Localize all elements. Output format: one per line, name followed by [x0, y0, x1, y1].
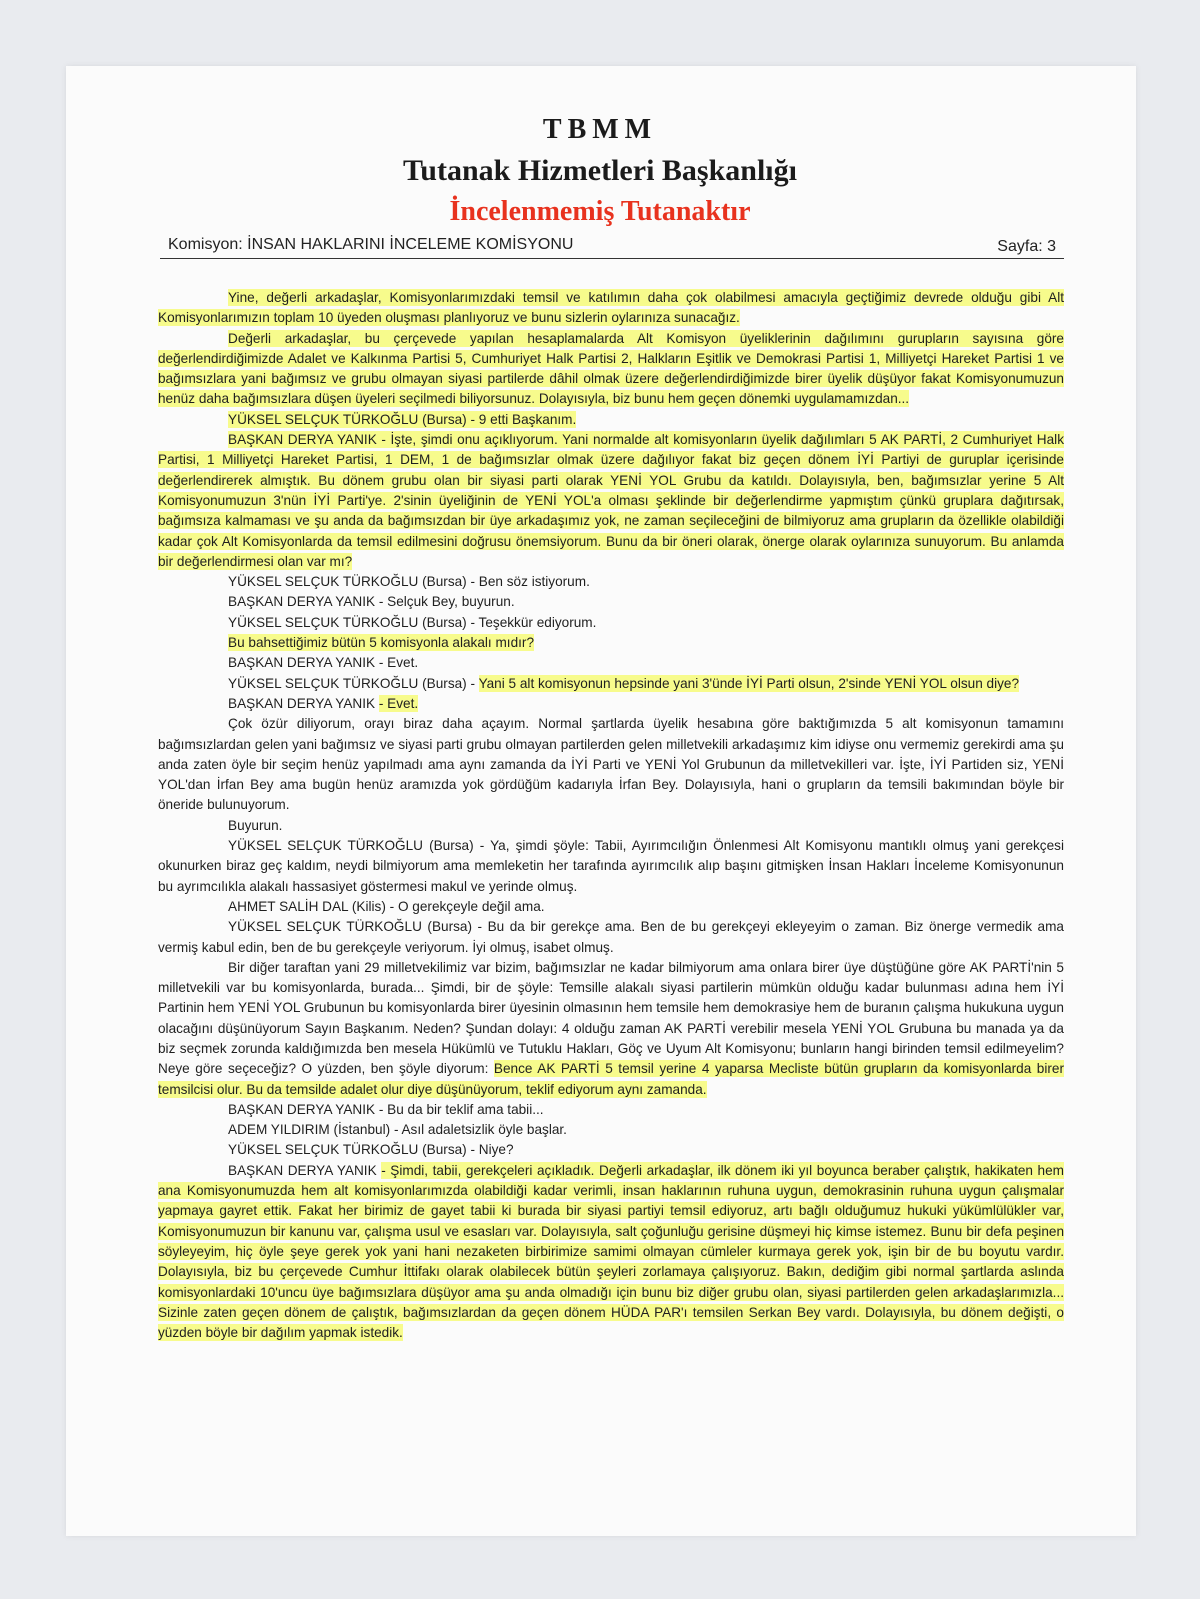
commission-label: Komisyon: İNSAN HAKLARINI İNCELEME KOMİSYONU: [168, 236, 574, 253]
transcript-paragraph: [158, 288, 1064, 329]
highlighted-text: Bu bahsettiğimiz bütün 5 komisyonla alakalı mıdır?: [228, 635, 535, 651]
transcript-paragraph: [158, 1140, 1064, 1160]
transcript-paragraph: [158, 1120, 1064, 1140]
transcript-paragraph: [158, 958, 1064, 1100]
transcript-paragraph: [158, 816, 1064, 836]
paragraph-text: Bir diğer taraftan yani 29 milletvekilimiz var bizim, bağımsızlar ne kadar bilmiyorum ama onlara birer üye düştüğüne göre AK PARTİ'nin 5 milletvekili var bu komisyonlarda, burada... Şimdi, bir de şöyle: Temsille alakalı siyasi partilerin mümkün olduğu kadar bulunması adına hem İYİ Partinin hem YENİ YOL Grubunun bu komisyonlarda birer üyesinin olmasının hem temsile hem demokrasiye hem de buranın çalışma hukukuna uygun olacağını düşünüyorum Sayın Başkanım. Neden? Şundan dolayı: 4 olduğu zaman AK PARTİ verebilir mesela YENİ YOL Grubuna bu manada ya da biz seçmek zorunda kaldığımızda ben mesela Hükümlü ve Tutuklu Hakları, Göç ve Uyum Alt Komisyonu; bunların hangi birinden temsil edilmeyelim? Neye göre seçeceğiz? O yüzden, ben şöyle diyorum:: [158, 959, 1064, 1077]
paragraph-text: Çok özür diliyorum, orayı biraz daha açayım. Normal şartlarda üyelik hesabına göre baktığımızda 5 alt komisyonun tamamını bağımsızlardan gelen yani bağımsız ve siyasi parti grubu olmayan partilerden gelen milletvekili arkadaşımız kim idiyse onu vermemiz gerekirdi ama şu anda zaten öyle bir seçim henüz yapılmadı ama aynı zamanda da İYİ Parti ve YENİ Yol Grubunun da milletvekilleri var. İşte, İYİ Partiden siz, YENİ YOL'dan İrfan Bey ama bugün henüz aramızda yok gördüğüm kadarıyla İrfan Bey. Dolayısıyla, hani o grupların da temsili bakımından böyle bir öneride bulunuyorum.: [158, 716, 1064, 813]
transcript-paragraph: [158, 613, 1064, 633]
transcript-paragraph: [158, 836, 1064, 897]
paragraph-text: AHMET SALİH DAL (Kilis) - O gerekçeyle değil ama.: [228, 898, 545, 914]
paragraph-text: YÜKSEL SELÇUK TÜRKOĞLU (Bursa) - Niye?: [228, 1142, 514, 1158]
paragraph-text: YÜKSEL SELÇUK TÜRKOĞLU (Bursa) - Ya, şimdi şöyle: Tabii, Ayırımcılığın Önlenmesi Alt Komisyonu mantıklı olmuş yani gerekçesi okunurken biraz geç kaldım, neydi bilmiyorum ama memleketin her tarafında ayırımcılık alıp başını gitmişken İnsan Hakları İnceleme Komisyonunun bu ayrımcılıkla alakalı hassasiyet göstermesi makul ve yerinde olmuş.: [158, 838, 1064, 894]
page-number: Sayfa: 3: [997, 238, 1056, 255]
paragraph-text: BAŞKAN DERYA YANIK: [228, 695, 379, 711]
transcript-paragraph: [158, 410, 1064, 430]
transcript-paragraph: [158, 572, 1064, 592]
transcript-paragraph: [158, 430, 1064, 572]
paragraph-text: Buyurun.: [228, 817, 283, 833]
transcript-paragraph: [158, 633, 1064, 653]
transcript-paragraph: [158, 694, 1064, 714]
transcript-paragraph: [158, 674, 1064, 694]
highlighted-text: Yine, değerli arkadaşlar, Komisyonlarımızdaki temsil ve katılımın daha çok olabilmesi amacıyla geçtiğimiz devrede olduğu gibi Alt Komisyonlarımızın toplam 10 üyeden oluşması planlıyoruz ve bunu sizlerin oylarınıza sunacağız.: [158, 290, 1064, 326]
transcript-paragraph: [158, 1161, 1064, 1344]
highlighted-text: Yani 5 alt komisyonun hepsinde yani 3'ünde İYİ Parti olsun, 2'sinde YENİ YOL olsun diye?: [478, 675, 1020, 691]
transcript-paragraph: [158, 653, 1064, 673]
highlighted-text: BAŞKAN DERYA YANIK - İşte, şimdi onu açıklıyorum. Yani normalde alt komisyonların üyelik dağılımları 5 AK PARTİ, 2 Cumhuriyet Halk Partisi, 1 Milliyetçi Hareket Partisi, 1 DEM, 1 de bağımsızlar olmak üzere dağılıyor fakat biz geçen dönem İYİ Partiyi de guruplar içerisinde değerlendirerek almıştık. Bu dönem grubu olan bir siyasi parti olarak YENİ YOL Grubu da katıldı. Dolayısıyla, ben, bağımsızlar yerine 5 Alt Komisyonumuzun 3'nün İYİ Parti'ye. 2'sinin üyeliğinin de YENİ YOL'a olması şeklinde bir değerlendirme yapmıştım çünkü gruplara dağıtırsak, bağımsıza kalmaması ve şu anda da bağımsızdan bir üye arkadaşımız yok, ne zaman seçileceğini de bilmiyoruz ama grupların da özellikle olabildiği kadar çok Alt Komisyonlarda da temsil edilmesini doğrusu önemsiyorum. Bunu da bir öneri olarak, önerge olarak oylarınıza sunuyorum. Bu anlamda bir değerlendirmesi olan var mı?: [158, 432, 1064, 569]
transcript-body: [158, 288, 1064, 1343]
unreviewed-notice: İncelenmemiş Tutanaktır: [449, 196, 751, 227]
paragraph-text: BAŞKAN DERYA YANIK - Bu da bir teklif ama tabii...: [228, 1101, 544, 1117]
transcript-paragraph: [158, 897, 1064, 917]
highlighted-text: Değerli arkadaşlar, bu çerçevede yapılan hesaplamalarda Alt Komisyon üyeliklerinin dağılımını gurupların sayısına göre değerlendirdiğimizde Adalet ve Kalkınma Partisi 5, Cumhuriyet Halk Partisi 2, Halkların Eşitlik ve Demokrasi Partisi 1, Milliyetçi Hareket Partisi 1 ve bağımsızlara yani bağımsız ve grubu olmayan siyasi partilerde dâhil olmak üzere değerlendirdiğimizde birer üyelik düşüyor fakat Komisyonumuzun henüz daha bağımsızlara düşen üyeleri seçilmedi biliyorsunuz. Dolayısıyla, biz bunu hem geçen dönemki uygulamamızdan...: [158, 330, 1064, 407]
transcript-paragraph: [158, 1100, 1064, 1120]
transcript-paragraph: [158, 329, 1064, 410]
transcript-paragraph: [158, 917, 1064, 958]
document-meta-line: [160, 236, 1064, 259]
paragraph-text: BAŞKAN DERYA YANIK: [228, 1162, 382, 1178]
transcript-paragraph: [158, 714, 1064, 815]
paragraph-text: YÜKSEL SELÇUK TÜRKOĞLU (Bursa) -: [228, 675, 479, 691]
highlighted-text: - Şimdi, tabii, gerekçeleri açıkladık. Değerli arkadaşlar, ilk dönem iki yıl boyunca beraber çalıştık, hakikaten hem ana Komisyonumuzda hem alt komisyonlarımızda olabildiği kadar verimli, insan haklarının ruhuna uygun, demokrasinin ruhuna uygun çalışmalar yapmaya gayret ettik. Fakat her birimiz de gayet tabii ki burada bir siyasi partiyi temsil ediyoruz, artı bağlı olduğumuz hukuki yükümlülükler var, Komisyonumuzun bir kanunu var, çalışma usul ve esasları var. Dolayısıyla, salt çoğunluğu gerisine düşmeyi hiç kimse istemez. Bunu bir defa peşinen söyleyeyim, hiç öyle şeye gerek yok yani hani nezaketen birbirimize samimi olmayan cümleler kurmaya gerek yok, işin bir de bu boyutu vardır. Dolayısıyla, biz bu çerçevede Cumhur İttifakı olarak olabilecek bütün şeyleri zorlamaya çalışıyoruz. Bakın, dediğim gibi normal şartlarda aslında komisyonlardaki 10'uncu üye bağımsızlara düşüyor ama şu anda olmadığı için bunu biz diğer grubu olan, siyasi partilerden gelen arkadaşlarımızla... Sizinle zaten geçen dönem de çalıştık, bağımsızlardan da geçen dönem HÜDA PAR'ı temsilen Serkan Bey vardı. Dolayısıyla, bu dönem değişti, o yüzden böyle bir dağılım yapmak istedik.: [158, 1162, 1064, 1341]
paragraph-text: ADEM YILDIRIM (İstanbul) - Asıl adaletsizlik öyle başlar.: [228, 1122, 567, 1138]
paragraph-text: BAŞKAN DERYA YANIK - Evet.: [228, 655, 419, 671]
highlighted-text: YÜKSEL SELÇUK TÜRKOĞLU (Bursa) - 9 etti Başkanım.: [228, 411, 577, 427]
paragraph-text: BAŞKAN DERYA YANIK - Selçuk Bey, buyurun.: [228, 594, 515, 610]
paragraph-text: YÜKSEL SELÇUK TÜRKOĞLU (Bursa) - Ben söz istiyorum.: [228, 574, 590, 590]
org-title: TBMM: [542, 114, 658, 145]
highlighted-text: - Evet.: [378, 695, 419, 711]
paragraph-text: YÜKSEL SELÇUK TÜRKOĞLU (Bursa) - Bu da bir gerekçe ama. Ben de bu gerekçeyi ekleyeyim o zaman. Biz önerge vermedik ama vermiş kabul edin, ben de bu gerekçeyle veriyorum. İyi olmuş, isabet olmuş.: [158, 919, 1064, 955]
highlighted-text: Bence AK PARTİ 5 temsil yerine 4 yaparsa Mecliste bütün grupların da komisyonlarda birer temsilcisi olur. Bu da temsilde adalet olur diye düşünüyorum, teklif ediyorum aynı zamanda.: [158, 1061, 1064, 1097]
paragraph-text: YÜKSEL SELÇUK TÜRKOĞLU (Bursa) - Teşekkür ediyorum.: [228, 614, 597, 630]
department-title: Tutanak Hizmetleri Başkanlığı: [403, 154, 797, 187]
transcript-paragraph: [158, 592, 1064, 612]
